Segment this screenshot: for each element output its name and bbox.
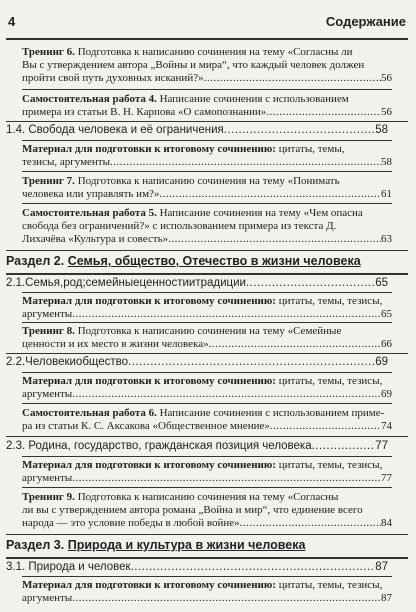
page-ref: 66 [381,338,392,350]
toc-subsection[interactable] [6,124,388,136]
divider [22,456,392,457]
leader-dots [209,338,381,351]
leader-dots [168,233,381,246]
divider [6,121,408,122]
entry-text: Вы с утверждением автора „Войны и мира“, что каждый человек должен [22,59,365,71]
entry-label: Материал для подготовки к итоговому сочинению: [22,375,276,387]
leader-dots [246,277,375,289]
entry-text: Написание сочинения с использованием приме- [156,407,385,419]
divider [6,436,408,437]
page-ref: 65 [381,308,392,320]
toc-entry[interactable] [22,93,392,119]
toc-entry[interactable] [22,325,392,351]
divider [22,292,392,293]
leader-dots [72,308,381,321]
toc-subsection[interactable] [6,561,388,573]
toc-subsection[interactable] [6,356,388,368]
entry-text: цитаты, темы, тезисы, [275,459,383,471]
leader-dots [72,472,381,485]
leader-dots [110,156,381,169]
section-title: Природа и культура в жизни человека [67,538,306,552]
toc-section[interactable] [6,538,406,552]
entry-text: Написание сочинения на тему «Чем опасна [156,207,363,219]
page-ref: 84 [381,517,392,529]
leader-dots [204,72,381,85]
section-rule [6,273,408,275]
entry-text: ценности и их место в жизни человека» [22,338,209,350]
divider [22,203,392,204]
page-ref: 63 [381,233,392,245]
entry-text: тезисы, аргументы [22,156,111,168]
page-header [8,14,406,34]
leader-dots [266,106,381,119]
page-number: 4 [8,14,16,29]
leader-dots [128,356,375,368]
toc-entry[interactable] [22,175,392,201]
entry-text: свобода без ограничений?» с использованием примера из текста Д. [22,220,337,232]
entry-label: Материал для подготовки к итоговому сочинению: [22,295,276,307]
divider [22,576,392,577]
toc-entry[interactable] [22,46,392,85]
entry-text: ли вы с утверждением автора романа „Война и мир“, что единение всего [22,504,363,516]
toc-subsection[interactable] [6,440,388,452]
entry-text: Подготовка к написанию сочинения на тему «Семейные [74,325,342,337]
entry-label: Самостоятельная работа 6. [22,407,157,419]
toc-entry[interactable] [22,491,392,530]
page-ref: 87 [375,561,388,573]
page-ref: 77 [381,472,392,484]
page-ref: 69 [381,388,392,400]
entry-text: Подготовка к написанию сочинения на тему «Согласны [74,491,339,503]
leader-dots [72,592,381,605]
page-ref: 69 [375,356,388,368]
page-ref: 77 [375,440,388,452]
page-ref: 56 [381,72,392,84]
entry-text: Лихачёва «Культура и совесть» [22,233,169,245]
divider [22,487,392,488]
divider [22,140,392,141]
divider [6,534,408,535]
page-ref: 58 [381,156,392,168]
entry-text: цитаты, темы, тезисы, [275,375,383,387]
entry-label: Тренинг 6. [22,46,75,58]
header-rule [6,38,408,40]
toc-section[interactable] [6,254,406,268]
entry-text: народа — это условие победы в любой войне» [22,517,240,529]
divider [22,171,392,172]
entry-text: аргументы [22,592,73,604]
entry-text: ра из статьи К. С. Аксакова «Общественное мнение» [22,420,270,432]
entry-text: Подготовка к написанию сочинения на тему «Согласны ли [74,46,353,58]
section-prefix: Раздел 3. [6,538,65,552]
divider [6,353,408,354]
entry-text: Написание сочинения с использованием [156,93,349,105]
entry-text: примера из статьи В. Н. Карпова «О самопознании» [22,106,267,118]
divider [22,372,392,373]
section-prefix: Раздел 2. [6,254,65,268]
entry-label: Тренинг 9. [22,491,75,503]
leader-dots [312,440,376,452]
divider [22,403,392,404]
toc-entry[interactable] [22,459,392,485]
entry-text: пройти свой путь духовных исканий?» [22,72,204,84]
entry-text: человека или управлять им?» [22,188,160,200]
section-rule [6,557,408,559]
page-ref: 74 [381,420,392,432]
toc-entry[interactable] [22,375,392,401]
toc-entry[interactable] [22,579,392,605]
subsection-title: 3.1. Природа и человек [6,561,131,573]
subsection-title: 1.4. Свобода человека и её ограничения [6,124,224,136]
entry-text: аргументы [22,388,73,400]
leader-dots [224,124,375,136]
leader-dots [270,420,381,433]
entry-text: цитаты, темы, тезисы, [275,295,383,307]
toc-entry[interactable] [22,207,392,246]
leader-dots [159,188,381,201]
page-ref: 58 [375,124,388,136]
toc-entry[interactable] [22,143,392,169]
section-title: Семья, общество, Отечество в жизни человека [67,254,361,268]
page-ref: 87 [381,592,392,604]
divider [22,322,392,323]
toc-entry[interactable] [22,295,392,321]
divider [22,89,392,90]
page-ref: 56 [381,106,392,118]
entry-label: Самостоятельная работа 5. [22,207,157,219]
entry-label: Тренинг 7. [22,175,75,187]
leader-dots [72,388,381,401]
leader-dots [131,561,376,573]
page-ref: 65 [375,277,388,289]
divider [6,250,408,251]
entry-label: Материал для подготовки к итоговому сочинению: [22,579,276,591]
entry-text: аргументы [22,308,73,320]
subsection-title: 2.1.Семья,род;семейныеценностиитрадиции [6,277,246,289]
entry-label: Материал для подготовки к итоговому сочинению: [22,143,276,155]
entry-text: Подготовка к написанию сочинения на тему «Понимать [74,175,340,187]
entry-label: Самостоятельная работа 4. [22,93,157,105]
toc-subsection[interactable] [6,277,388,289]
subsection-title: 2.3. Родина, государство, гражданская позиция человека [6,440,312,452]
entry-label: Тренинг 8. [22,325,75,337]
toc-entry[interactable] [22,407,392,433]
page-ref: 61 [381,188,392,200]
header-title: Содержание [325,14,406,29]
subsection-title: 2.2.Человекиобщество [6,356,129,368]
leader-dots [240,517,381,530]
entry-text: аргументы [22,472,73,484]
entry-label: Материал для подготовки к итоговому сочинению: [22,459,276,471]
entry-text: цитаты, темы, тезисы, [275,579,383,591]
entry-text: цитаты, темы, [275,143,345,155]
